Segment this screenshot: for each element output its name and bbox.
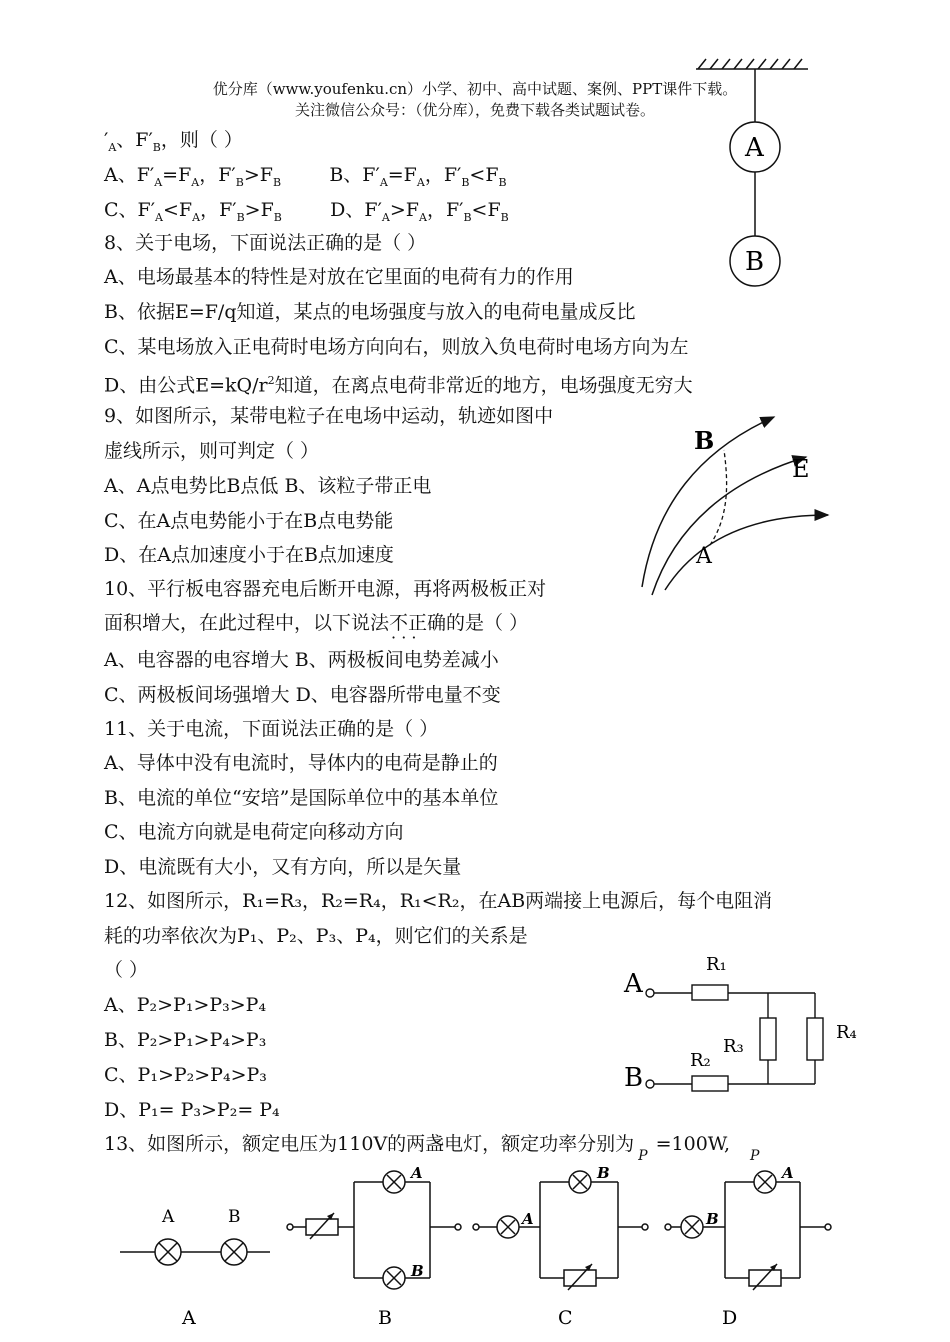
resistor-r3 <box>760 1018 776 1060</box>
q11-option-a: A、导体中没有电流时，导体内的电荷是静止的 <box>104 752 498 774</box>
q11-option-c: C、电流方向就是电荷定向移动方向 <box>104 821 404 843</box>
field-line-3 <box>665 515 828 590</box>
terminal-b-label: B <box>624 1063 644 1093</box>
trajectory-dashed <box>710 450 727 545</box>
header-line-1: 优分库（www.youfenku.cn）小学、初中、高中试题、案例、PPT课件下载。 <box>212 80 738 98</box>
field-e-label: E <box>792 455 810 483</box>
r1-label: R₁ <box>706 954 727 975</box>
q9-option-ab: A、A点电势比B点低 B、该粒子带正电 <box>104 475 432 497</box>
terminal-a-label: A <box>624 969 643 999</box>
q12-paren: （ ） <box>104 959 149 981</box>
q11-stem: 11、关于电流，下面说法正确的是（ ） <box>104 718 439 740</box>
electric-field-figure <box>630 405 850 605</box>
q10-stem-2: 面积增大，在此过程中，以下说法不正确 · · ·的是（ ） <box>104 611 528 635</box>
q13-stem: 13、如图所示，额定电压为110V的两盏电灯，额定功率分别为$_P=100W,_P$ <box>104 1133 760 1164</box>
caption-b: B <box>378 1307 392 1329</box>
q12-option-c: C、P₁>P₂>P₄>P₃ <box>104 1064 267 1086</box>
q8-option-a: A、电场最基本的特性是对放在它里面的电荷有力的作用 <box>104 266 574 288</box>
q9-option-c: C、在A点电势能小于在B点电势能 <box>104 510 394 532</box>
r3-label: R₃ <box>723 1036 744 1057</box>
q12-stem-1: 12、如图所示，R₁=R₃，R₂=R₄，R₁<R₂，在AB两端接上电源后，每个电阻消 <box>104 890 773 912</box>
point-b-label: B <box>694 426 715 455</box>
ball-a-label: A <box>745 133 764 163</box>
circuit-a <box>120 1207 270 1265</box>
circuit-a-lamp-b: B <box>228 1207 241 1227</box>
resistor-r4 <box>807 1018 823 1060</box>
caption-a: A <box>182 1307 196 1329</box>
q12-stem-2: 耗的功率依次为P₁、P₂、P₃、P₄，则它们的关系是 <box>104 925 528 947</box>
q11-option-b: B、电流的单位“安培”是国际单位中的基本单位 <box>104 787 499 809</box>
q10-stem-1: 10、平行板电容器充电后断开电源，再将两极板正对 <box>104 578 547 600</box>
circuit-d-lamp-a: A <box>782 1164 794 1182</box>
q8-option-c: C、某电场放入正电荷时电场方向向右，则放入负电荷时电场方向为左 <box>104 336 689 358</box>
caption-d: D <box>722 1307 738 1329</box>
q9-option-d: D、在A点加速度小于在B点加速度 <box>104 544 394 566</box>
lamp-circuits-figure <box>110 1160 850 1340</box>
q10-option-cd: C、两极板间场强增大 D、电容器所带电量不变 <box>104 684 501 706</box>
q12-option-b: B、P₂>P₁>P₄>P₃ <box>104 1029 267 1051</box>
circuit-c-lamp-a: A <box>522 1210 534 1228</box>
q12-option-d: D、P₁= P₃>P₂= P₄ <box>104 1099 280 1121</box>
field-line-2 <box>652 457 806 595</box>
r2-label: R₂ <box>690 1050 711 1071</box>
q8-option-d: D、由公式$E=kQ/r^2$知道，在离点电荷非常近的地方，电场强度无穷大 <box>104 374 693 397</box>
resistor-circuit-figure <box>620 950 870 1100</box>
circuit-b-lamp-b: B <box>411 1262 424 1280</box>
circuit-d-lamp-b: B <box>706 1210 719 1228</box>
q9-stem-1: 9、如图所示，某带电粒子在电场中运动，轨迹如图中 <box>104 405 554 427</box>
pendulum-figure <box>690 55 820 295</box>
resistor-r1 <box>692 985 728 1000</box>
q11-option-d: D、电流既有大小，又有方向，所以是矢量 <box>104 856 462 878</box>
ball-b-label: B <box>745 247 765 277</box>
resistor-r2 <box>692 1076 728 1091</box>
q9-stem-2: 虚线所示，则可判定（ ） <box>104 440 320 462</box>
q10-option-ab: A、电容器的电容增大 B、两极板间电势差减小 <box>104 649 499 671</box>
q7-option-ab: A、$F'_A=F_A$，$F'_B>F_B$ B、$F'_A=F_A$，$F'_B<F_B$ <box>104 164 507 189</box>
q8-stem: 8、关于电场，下面说法正确的是（ ） <box>104 232 427 254</box>
q7-option-cd: C、$F'_A<F_A$，$F'_B>F_B$ D、$F'_A>F_A$，$F'_B<F_B$ <box>104 199 509 224</box>
ceiling-hatch <box>696 59 808 69</box>
header-line-2: 关注微信公众号：（优分库），免费下载各类试题试卷。 <box>294 101 655 119</box>
circuit-b-lamp-a: A <box>411 1164 423 1182</box>
point-a-label: A <box>696 544 712 569</box>
circuit-a-lamp-a: A <box>162 1207 175 1227</box>
q7-tail: $'_A$、$F'_B$，则（ ） <box>104 129 243 154</box>
q12-option-a: A、P₂>P₁>P₃>P₄ <box>104 994 267 1016</box>
caption-c: C <box>558 1307 573 1329</box>
r4-label: R₄ <box>836 1022 857 1043</box>
circuit-c-lamp-b: B <box>597 1164 610 1182</box>
q8-option-b: B、依据E=F/q知道，某点的电场强度与放入的电荷电量成反比 <box>104 301 636 323</box>
emphasis-not-correct: 不正确 · · · <box>389 612 446 634</box>
